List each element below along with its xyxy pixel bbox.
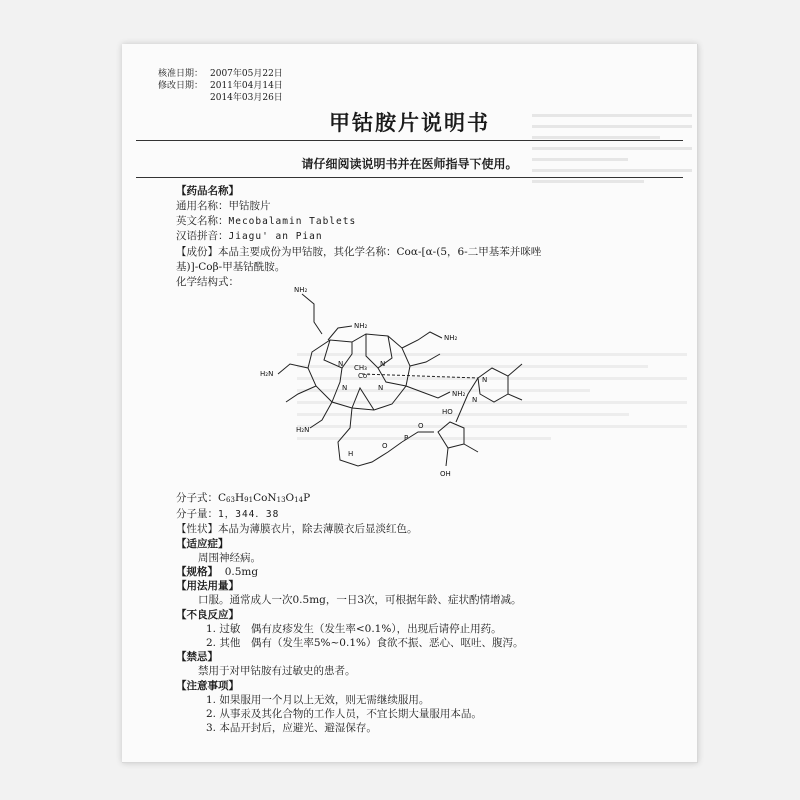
structure-label-n: N (342, 384, 348, 392)
precautions-heading: 【注意事项】 (176, 679, 239, 692)
adverse-heading: 【不良反应】 (176, 608, 239, 621)
formula-o: O (285, 492, 295, 504)
spec-heading: 【规格】 (176, 566, 218, 579)
structure-label-nh2: NH₂ (444, 334, 458, 342)
date-label: 核准日期： (158, 69, 204, 79)
structure-label-ch3: CH₃ (354, 364, 367, 372)
formula-p: P (303, 492, 311, 504)
ingredients-line-1: 【成份】本品主要成份为甲钴胺，其化学名称：Coα-[α-(5，6-二甲基苯并咪唑 (176, 246, 542, 259)
structure-label-nh2: NH₂ (294, 286, 308, 294)
pinyin-label: 汉语拼音： (176, 230, 229, 243)
structure-label-p: P (404, 434, 409, 442)
pinyin-name: Jiagu' an Pian (228, 231, 323, 243)
formula-h-count: 91 (244, 496, 254, 504)
weight-value: 1，344．38 (218, 509, 280, 521)
structure-label-oh: OH (440, 470, 451, 478)
date-label (158, 92, 210, 104)
date-value: 2011年04月14日 (210, 81, 283, 91)
precaution-item: 1. 如果服用一个月以上无效，则无需继续服用。 (206, 693, 430, 706)
structure-label-h: H (348, 450, 354, 458)
english-name-row (176, 214, 686, 230)
properties-text: 【性状】本品为薄膜衣片，除去薄膜衣后显淡红色。 (176, 523, 418, 536)
structure-label: 化学结构式： (176, 275, 239, 288)
contraindication-text: 禁用于对甲钴胺有过敏史的患者。 (198, 665, 356, 678)
formula-h: H (234, 492, 245, 504)
ingredients-line-2: 基)]-Coβ-甲基钴酰胺。 (176, 260, 286, 273)
weight-label: 分子量： (176, 508, 218, 521)
precaution-item: 2. 从事汞及其化合物的工作人员，不宜长期大量服用本品。 (206, 708, 482, 721)
structure-label-n: N (472, 396, 478, 404)
adverse-item: 1. 过敏 偶有皮疹发生（发生率<0.1%），出现后请停止用药。 (206, 622, 502, 635)
indication-text: 周围神经病。 (198, 551, 261, 564)
approval-dates (158, 68, 283, 104)
formula-o-count: 14 (294, 496, 304, 504)
structure-label-ho: HO (442, 408, 453, 416)
formula-label: 分子式： (176, 492, 218, 504)
indication-heading: 【适应症】 (176, 537, 229, 550)
pinyin-row (176, 229, 686, 245)
generic-name: 通用名称：甲钴胺片 (176, 199, 271, 212)
english-name-label: 英文名称： (176, 214, 229, 227)
date-label: 修改日期： (158, 81, 204, 91)
spec-value: 0.5mg (224, 566, 259, 579)
structure-label-n: N (378, 384, 384, 392)
molecular-weight (176, 507, 686, 522)
chemical-structure-diagram (242, 282, 537, 500)
structure-label-nh2: NH₂ (452, 390, 466, 398)
drug-name-heading: 【药品名称】 (176, 185, 239, 197)
usage-notice: 请仔细阅读说明书并在医师指导下使用。 (301, 157, 518, 171)
formula-con: CoN (253, 492, 277, 504)
usage-text: 口服。通常成人一次0.5mg，一日3次，可根据年龄、症状酌情增减。 (198, 594, 522, 607)
drug-details (176, 491, 686, 735)
structure-label-co: Co⁺ (358, 372, 371, 380)
date-value: 2014年03月26日 (210, 93, 283, 103)
formula-c: C (218, 492, 227, 504)
structure-label-h2n: H₂N (296, 426, 310, 434)
usage-heading: 【用法用量】 (176, 580, 239, 593)
structure-label-o: O (382, 442, 388, 450)
drug-info (176, 184, 686, 290)
structure-labels (260, 286, 487, 478)
document-title: 甲钴胺片说明书 (329, 111, 490, 135)
leaflet-sheet (122, 44, 698, 763)
date-value: 2007年05月22日 (210, 69, 283, 79)
structure-label-n: N (482, 376, 488, 384)
structure-label-n: N (338, 360, 344, 368)
contraindication-heading: 【禁忌】 (176, 651, 218, 664)
spec-row (176, 565, 686, 579)
notice-divider (136, 177, 683, 178)
structure-label-h2n: H₂N (260, 370, 274, 378)
title-divider (136, 140, 683, 141)
adverse-item: 2. 其他 偶有（发生率5%~0.1%）食欲不振、恶心、呕吐、腹泻。 (206, 637, 524, 650)
formula-c-count: 63 (226, 496, 235, 504)
structure-label-nh2: NH₂ (354, 322, 368, 330)
precaution-item: 3. 本品开封后，应避光、避湿保存。 (206, 722, 377, 735)
formula-n-count: 13 (276, 496, 286, 504)
molecular-formula (176, 491, 686, 507)
structure-label-n: N (380, 360, 386, 368)
english-name: Mecobalamin Tablets (228, 215, 357, 227)
structure-label-o: O (418, 422, 424, 430)
